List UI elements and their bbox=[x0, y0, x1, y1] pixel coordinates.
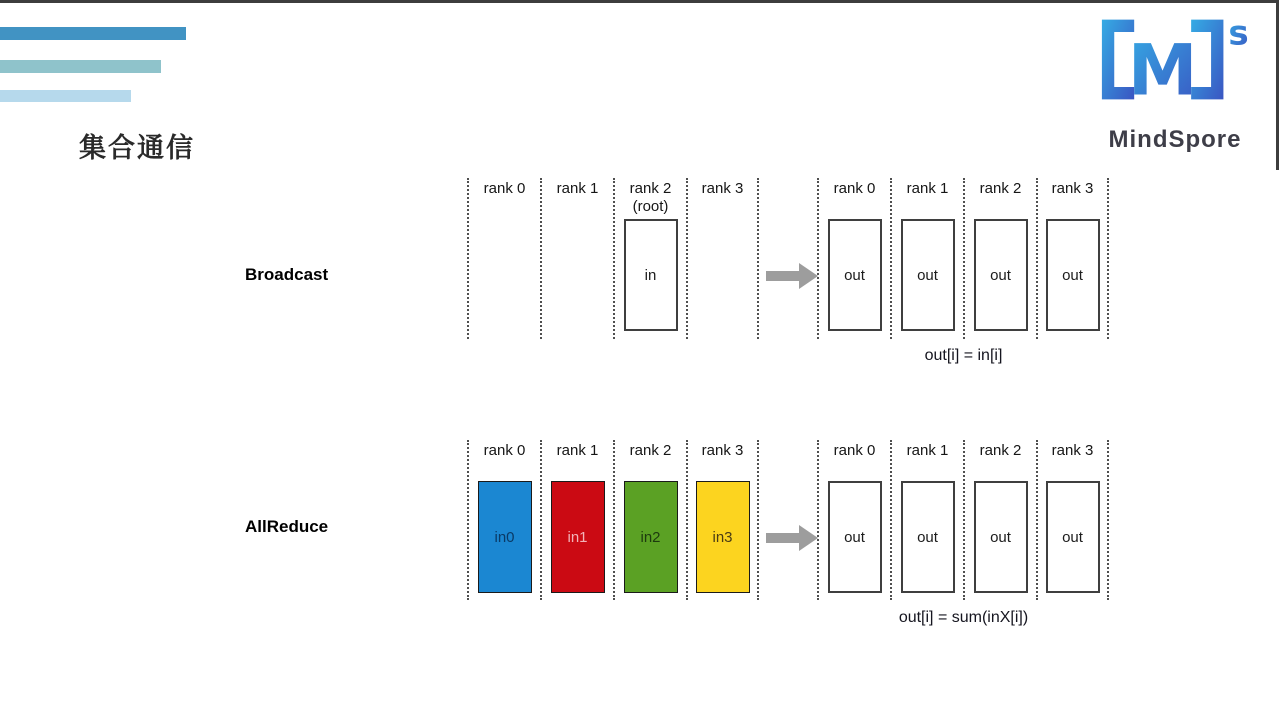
brand-name: MindSpore bbox=[1108, 126, 1242, 153]
rank-column-3 bbox=[686, 440, 759, 600]
rank-column-1 bbox=[890, 178, 963, 339]
rank-label: rank 3 bbox=[1051, 180, 1094, 197]
arrow-right-icon bbox=[766, 260, 818, 292]
rank-column-2 bbox=[963, 178, 1036, 339]
in-box-label: in bbox=[644, 266, 657, 284]
rank-label: rank 3 bbox=[701, 442, 744, 459]
in-box-label: in0 bbox=[494, 528, 515, 546]
in-box-label: in1 bbox=[567, 528, 588, 546]
allreduce-in-box-0 bbox=[478, 481, 532, 593]
out-box-label: out bbox=[844, 528, 865, 546]
broadcast-input-group bbox=[467, 178, 759, 339]
allreduce-out-box-2 bbox=[974, 481, 1028, 593]
rank-label: rank 0 bbox=[833, 442, 876, 459]
mindspore-mark-icon bbox=[1100, 12, 1250, 107]
mindspore-logo bbox=[1100, 12, 1250, 154]
allreduce-out-box-1 bbox=[901, 481, 955, 593]
rank-column-0 bbox=[817, 178, 890, 339]
out-box-label: out bbox=[990, 266, 1011, 284]
deco-bar-2 bbox=[0, 60, 161, 73]
allreduce-out-box-3 bbox=[1046, 481, 1100, 593]
broadcast-formula: out[i] = in[i] bbox=[924, 347, 1003, 364]
out-box-label: out bbox=[917, 528, 938, 546]
broadcast-out-box-0 bbox=[828, 219, 882, 331]
allreduce-in-box-2 bbox=[624, 481, 678, 593]
rank-column-0 bbox=[467, 178, 540, 339]
out-box-label: out bbox=[990, 528, 1011, 546]
allreduce-out-box-0 bbox=[828, 481, 882, 593]
deco-bar-1 bbox=[0, 27, 186, 40]
rank-label-line: rank 2 bbox=[629, 180, 672, 197]
root-note: (root) bbox=[632, 198, 669, 215]
allreduce-label: AllReduce bbox=[245, 517, 329, 536]
broadcast-output-group bbox=[817, 178, 1109, 339]
broadcast-label: Broadcast bbox=[245, 265, 329, 284]
deco-bar-3 bbox=[0, 90, 131, 102]
top-edge-artifact bbox=[0, 0, 1279, 3]
rank-label: rank 0 bbox=[483, 442, 526, 459]
broadcast-in-box bbox=[624, 219, 678, 331]
rank-label: rank 2 bbox=[979, 180, 1022, 197]
rank-label: rank 0 bbox=[483, 180, 526, 197]
rank-column-3 bbox=[686, 178, 759, 339]
rank-label: rank 3 bbox=[1051, 442, 1094, 459]
page-title: 集合通信 bbox=[79, 133, 195, 163]
out-box-label: out bbox=[917, 266, 938, 284]
rank-column-0 bbox=[817, 440, 890, 600]
out-box-label: out bbox=[1062, 528, 1083, 546]
arrow-right-icon bbox=[766, 522, 818, 554]
rank-column-2 bbox=[613, 440, 686, 600]
rank-label: rank 1 bbox=[556, 442, 599, 459]
rank-label: rank 1 bbox=[556, 180, 599, 197]
allreduce-formula: out[i] = sum(inX[i]) bbox=[898, 609, 1029, 626]
broadcast-out-box-2 bbox=[974, 219, 1028, 331]
logo-s-letter: s bbox=[1228, 13, 1249, 54]
allreduce-in-box-3 bbox=[696, 481, 750, 593]
rank-column-0 bbox=[467, 440, 540, 600]
rank-label: rank 0 bbox=[833, 180, 876, 197]
rank-column-3 bbox=[1036, 440, 1109, 600]
allreduce-input-group bbox=[467, 440, 759, 600]
rank-column-1 bbox=[890, 440, 963, 600]
rank-column-3 bbox=[1036, 178, 1109, 339]
broadcast-out-box-3 bbox=[1046, 219, 1100, 331]
allreduce-in-box-1 bbox=[551, 481, 605, 593]
rank-label: rank 2 bbox=[979, 442, 1022, 459]
rank-label: rank 2 bbox=[629, 442, 672, 459]
rank-column-1 bbox=[540, 178, 613, 339]
in-box-label: in2 bbox=[640, 528, 661, 546]
rank-column-1 bbox=[540, 440, 613, 600]
logo-m-letter: M bbox=[1127, 29, 1198, 107]
allreduce-output-group bbox=[817, 440, 1109, 600]
rank-label: rank 1 bbox=[906, 442, 949, 459]
rank-column-2 bbox=[963, 440, 1036, 600]
out-box-label: out bbox=[1062, 266, 1083, 284]
rank-label: rank 1 bbox=[906, 180, 949, 197]
rank-label: rank 3 bbox=[701, 180, 744, 197]
rank-column-2 bbox=[613, 178, 686, 339]
broadcast-out-box-1 bbox=[901, 219, 955, 331]
rank-label bbox=[615, 178, 686, 216]
in-box-label: in3 bbox=[712, 528, 733, 546]
out-box-label: out bbox=[844, 266, 865, 284]
